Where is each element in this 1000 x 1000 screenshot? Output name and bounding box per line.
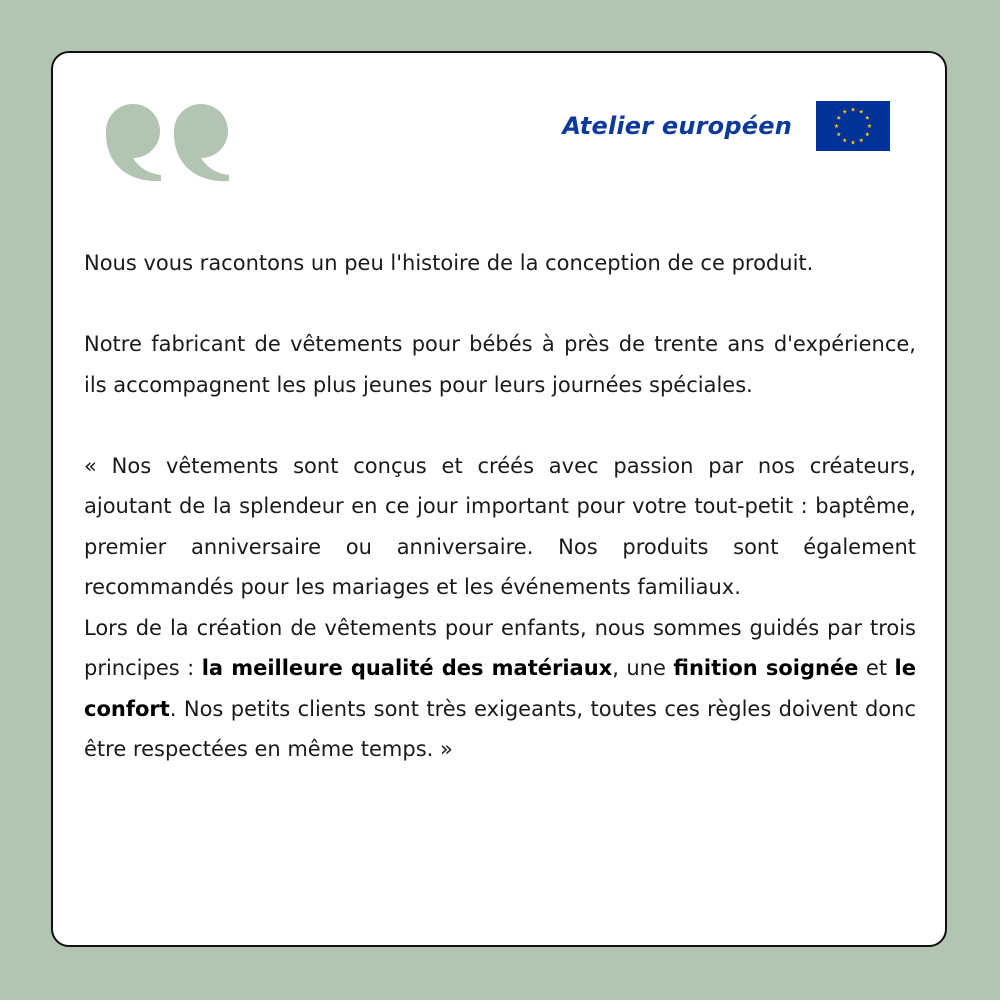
eu-flag-icon xyxy=(816,101,890,151)
principles-text-1: Lors de la création de vêtements pour enfants, nous sommes guidés par trois principes : xyxy=(84,615,916,680)
description-text xyxy=(84,243,916,770)
paragraph-intro: Nous vous racontons un peu l'histoire de la conception de ce produit. xyxy=(84,251,814,275)
principle-quality: la meilleure qualité des matériaux xyxy=(201,656,613,680)
quote-card xyxy=(51,51,947,947)
principles-text-4: . Nos petits clients sont très exigeants, toutes ces règles doivent donc être respectées en même temps. » xyxy=(84,696,916,761)
principles-text-2: , une xyxy=(612,656,674,680)
principle-comfort: le confort xyxy=(84,656,916,721)
paragraph-principles xyxy=(84,608,916,770)
principles-text-3: et xyxy=(858,656,895,680)
paragraph-manufacturer: Notre fabricant de vêtements pour bébés à près de trente ans d'expérience, ils accompagnent les plus jeunes pour leurs journées spéciales. xyxy=(84,332,916,397)
brand-name: Atelier européen xyxy=(562,112,792,140)
principle-finish: finition soignée xyxy=(673,656,859,680)
quote-marks-icon xyxy=(105,91,245,187)
brand-header xyxy=(562,101,890,151)
paragraph-quote: « Nos vêtements sont conçus et créés avec passion par nos créateurs, ajoutant de la splendeur en ce jour important pour votre tout-petit : baptême, premier anniversaire ou anniversaire. Nos produits sont également recommandés pour les mariages et les événements familiaux. xyxy=(84,453,916,599)
